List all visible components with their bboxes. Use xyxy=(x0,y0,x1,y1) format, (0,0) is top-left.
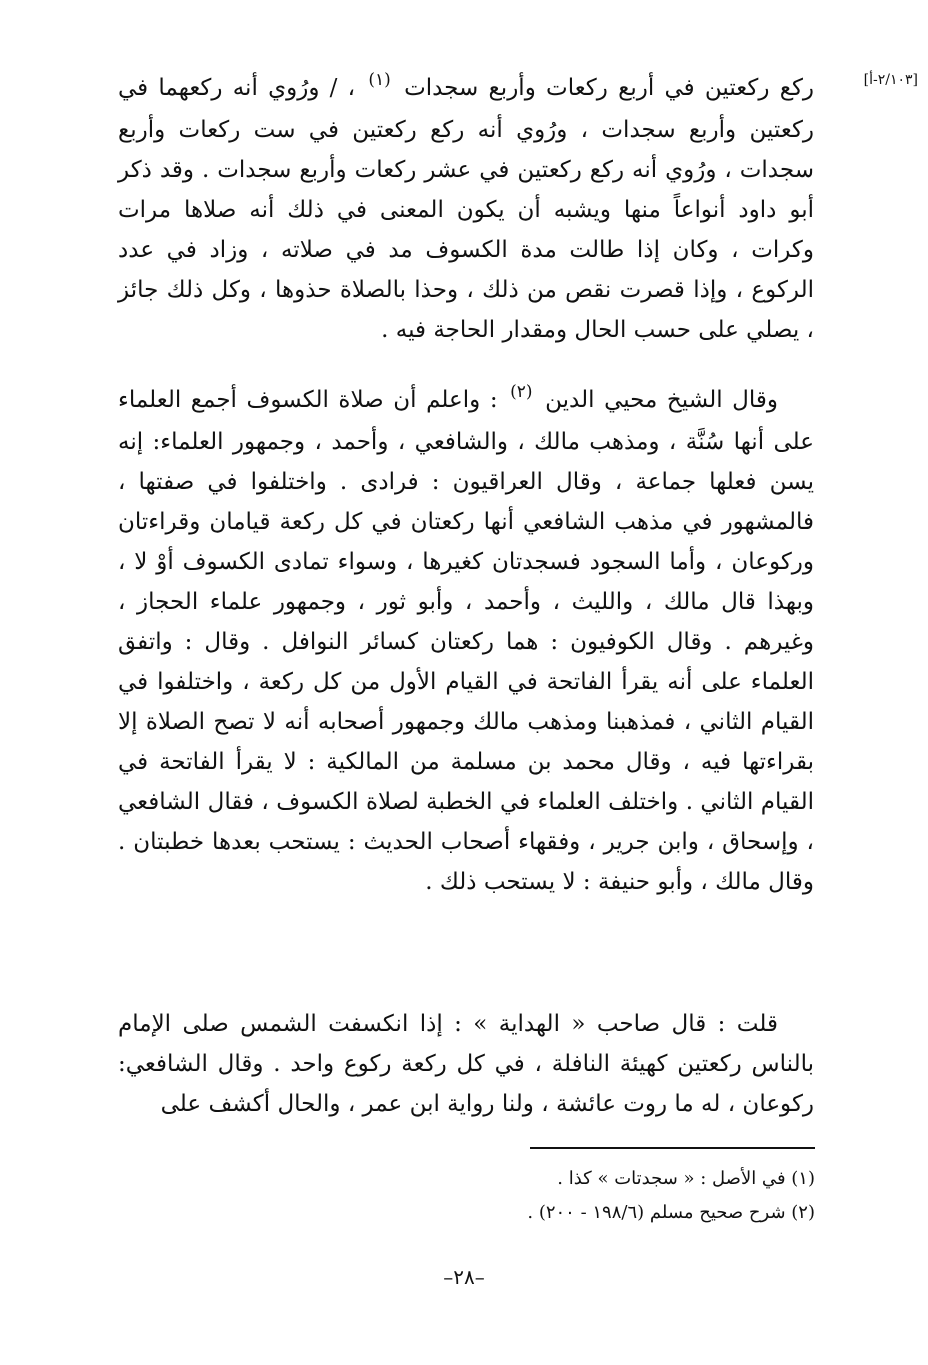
paragraph-3 xyxy=(118,1004,814,1124)
paragraph-1-text-start: ركع ركعتين في أربع ركعات وأربع سجدات xyxy=(404,75,815,101)
page-number: –٢٨– xyxy=(443,1265,485,1289)
paragraph-1 xyxy=(118,68,814,350)
paragraph-1-text-rest: ، / ورُوي أنه ركعهما في ركعتين وأربع سجدات ، ورُوي أنه ركع ركعتين في ست ركعات وأربع سجدات ، ورُوي أنه ركع ركعتين في عشر ركعات وأربع سجدات . وقد ذكر أبو داود أنواعاً منها ويشبه أن يكون المعنى في ذلك أنه صلاها مرات وكرات ، وكان إذا طالت مدة الكسوف مد في صلاته ، وزاد في عدد الركوع ، وإذا قصرت نقص من ذلك ، وحذا بالصلاة حذوها ، وكل ذلك جائز ، يصلي على حسب الحال ومقدار الحاجة فيه . xyxy=(118,75,814,343)
paragraph-2 xyxy=(118,380,814,902)
footnote-marker-2: (٢) xyxy=(510,382,533,402)
footnotes xyxy=(300,1162,815,1230)
footnote-1: (١) في الأصل : « سجدتات » كذا . xyxy=(557,1168,815,1189)
margin-reference: [٢/١٠٣-أ] xyxy=(863,72,918,88)
paragraph-2-text-rest: : واعلم أن صلاة الكسوف أجمع العلماء على أنها سُنَّة ، ومذهب مالك ، والشافعي ، وأحمد ، وجمهور العلماء: إنه يسن فعلها جماعة ، وقال العراقيون : فرادى . واختلفوا في صفتها ، فالمشهور في مذهب الشافعي أنها ركعتان في كل ركعة قيامان وقراءتان وركوعان ، وأما السجود فسجدتان كغيرها ، وسواء تمادى الكسوف أوْ لا ، وبهذا قال مالك ، والليث ، وأحمد ، وأبو ثور ، وجمهور علماء الحجاز ، وغيرهم . وقال الكوفيون : هما ركعتان كسائر النوافل . وقال : واتفق العلماء على أنه يقرأ الفاتحة في القيام الأول من كل ركعة ، واختلفوا في القيام الثاني ، فمذهبنا ومذهب مالك وجمهور أصحابه أنه لا تصح الصلاة إلا بقراءتها فيه ، وقال محمد بن مسلمة من المالكية : لا يقرأ الفاتحة في القيام الثاني . واختلف العلماء في الخطبة لصلاة الكسوف ، فقال الشافعي ، وإسحاق ، وابن جرير ، وفقهاء أصحاب الحديث : يستحب بعدها خطبتان . وقال مالك ، وأبو حنيفة : لا يستحب ذلك . xyxy=(118,387,814,895)
paragraph-3-text: قلت : قال صاحب « الهداية » : إذا انكسفت الشمس صلى الإمام بالناس ركعتين كهيئة النافلة ، في كل ركعة ركوع واحد . وقال الشافعي: ركوعان ، له ما روت عائشة ، ولنا رواية ابن عمر ، والحال أكشف على xyxy=(118,1011,814,1117)
paragraph-2-text-start: وقال الشيخ محيي الدين xyxy=(545,387,778,413)
footnote-marker-1: (١) xyxy=(368,70,391,90)
footnote-divider xyxy=(530,1147,815,1149)
footnote-2: (٢) شرح صحيح مسلم (١٩٨/٦ - ٢٠٠) . xyxy=(527,1202,815,1223)
